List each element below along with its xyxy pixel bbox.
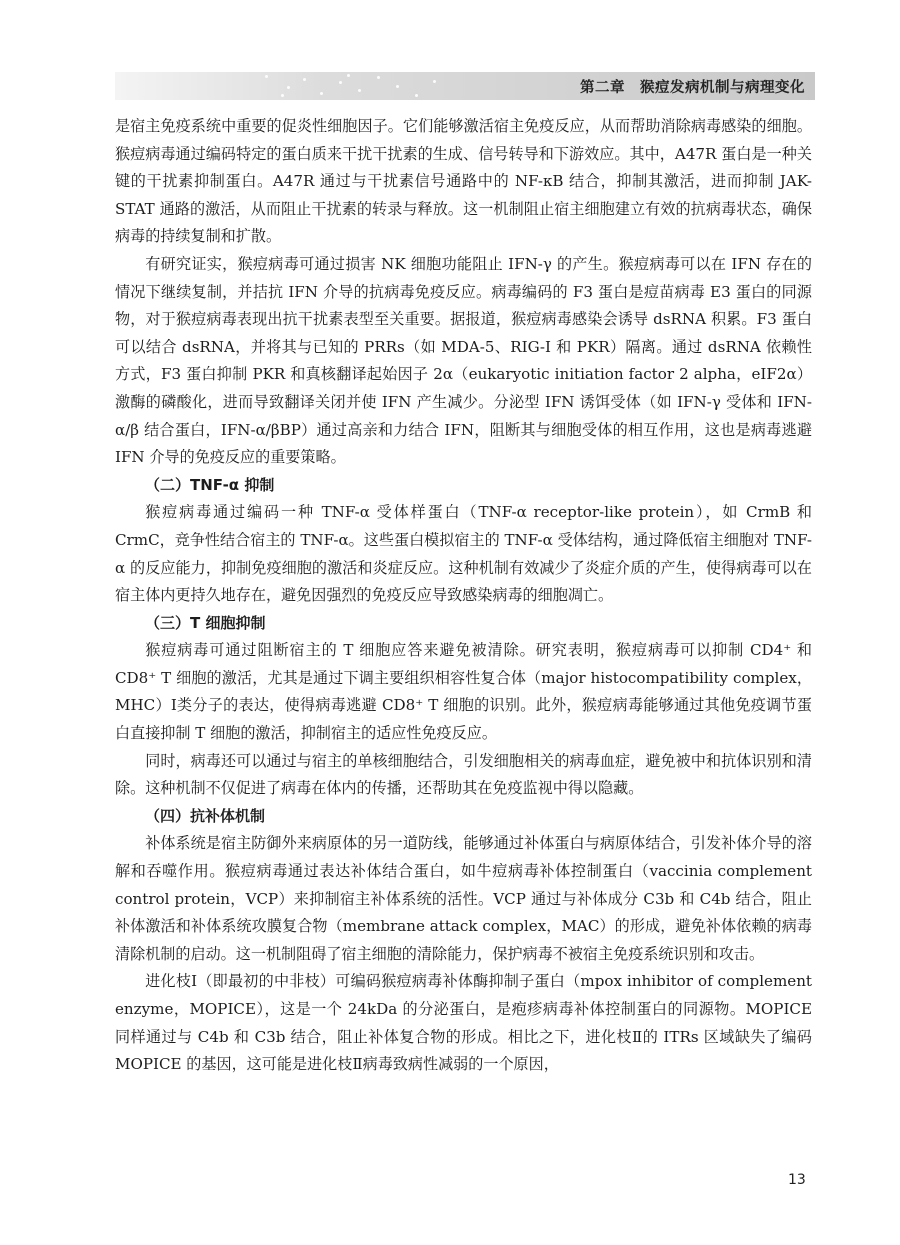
page-body (115, 113, 812, 1079)
section-heading-tnf: （二）TNF-α 抑制 (145, 475, 275, 494)
chapter-title: 第二章 猴痘发病机制与病理变化 (580, 80, 805, 96)
section-heading-t-cell: （三）T 细胞抑制 (145, 613, 266, 632)
section-heading-complement: （四）抗补体机制 (145, 806, 266, 825)
paragraph: 补体系统是宿主防御外来病原体的另一道防线，能够通过补体蛋白与病原体结合，引发补体介导的溶解和吞噬作用。猴痘病毒通过表达补体结合蛋白，如牛痘病毒补体控制蛋白（vaccinia complement control protein，VCP）来抑制宿主补体系统的活性。VCP 通过与补体成分 C3b 和 C4b 结合，阻止补体激活和补体系统攻膜复合物（membrane attack complex，MAC）的形成，避免补体依赖的病毒清除机制的启动。这一机制阻碍了宿主细胞的清除能力，保护病毒不被宿主免疫系统识别和攻击。 (115, 834, 812, 963)
paragraph: 猴痘病毒通过编码一种 TNF-α 受体样蛋白（TNF-α receptor-like protein），如 CrmB 和 CrmC，竞争性结合宿主的 TNF-α。这些蛋白模拟宿主的 TNF-α 受体结构，通过降低宿主细胞对 TNF-α 的反应能力，抑制免疫细胞的激活和炎症反应。这种机制有效减少了炎症介质的产生，使得病毒可以在宿主体内更持久地存在，避免因强烈的免疫反应导致感染病毒的细胞凋亡。 (115, 503, 812, 605)
page-number: 13 (788, 1172, 806, 1188)
running-header-band (115, 72, 815, 100)
paragraph: 猴痘病毒可通过阻断宿主的 T 细胞应答来避免被清除。研究表明，猴痘病毒可以抑制 CD4⁺ 和 CD8⁺ T 细胞的激活，尤其是通过下调主要组织相容性复合体（major histocompatibility complex，MHC）Ⅰ类分子的表达，使得病毒逃避 CD8⁺ T 细胞的识别。此外，猴痘病毒能够通过其他免疫调节蛋白直接抑制 T 细胞的激活，抑制宿主的适应性免疫反应。 (115, 641, 812, 743)
paragraph: 同时，病毒还可以通过与宿主的单核细胞结合，引发细胞相关的病毒血症，避免被中和抗体识别和清除。这种机制不仅促进了病毒在体内的传播，还帮助其在免疫监视中得以隐藏。 (115, 751, 812, 798)
paragraph: 有研究证实，猴痘病毒可通过损害 NK 细胞功能阻止 IFN-γ 的产生。猴痘病毒可以在 IFN 存在的情况下继续复制，并拮抗 IFN 介导的抗病毒免疫反应。病毒编码的 F3 蛋白是痘苗病毒 E3 蛋白的同源物，对于猴痘病毒表现出抗干扰素表型至关重要。据报道，猴痘病毒感染会诱导 dsRNA 积累。F3 蛋白可以结合 dsRNA，并将其与已知的 PRRs（如 MDA-5、RIG-I 和 PKR）隔离。通过 dsRNA 依赖性方式，F3 蛋白抑制 PKR 和真核翻译起始因子 2α（eukaryotic initiation factor 2 alpha，eIF2α）激酶的磷酸化，进而导致翻译关闭并使 IFN 产生减少。分泌型 IFN 诱饵受体（如 IFN-γ 受体和 IFN-α/β 结合蛋白，IFN-α/βBP）通过高亲和力结合 IFN，阻断其与细胞受体的相互作用，这也是病毒逃避 IFN 介导的免疫反应的重要策略。 (115, 254, 812, 467)
paragraph: 是宿主免疫系统中重要的促炎性细胞因子。它们能够激活宿主免疫反应，从而帮助消除病毒感染的细胞。猴痘病毒通过编码特定的蛋白质来干扰干扰素的生成、信号转导和下游效应。其中，A47R 蛋白是一种关键的干扰素抑制蛋白。A47R 通过与干扰素信号通路中的 NF-κB 结合，抑制其激活，进而抑制 JAK-STAT 通路的激活，从而阻止干扰素的转录与释放。这一机制阻止宿主细胞建立有效的抗病毒状态，确保病毒的持续复制和扩散。 (115, 117, 812, 246)
paragraph: 进化枝Ⅰ（即最初的中非枝）可编码猴痘病毒补体酶抑制子蛋白（mpox inhibitor of complement enzyme，MOPICE），这是一个 24kDa 的分泌蛋白，是疱疹病毒补体控制蛋白的同源物。MOPICE 同样通过与 C4b 和 C3b 结合，阻止补体复合物的形成。相比之下，进化枝Ⅱ的 ITRs 区域缺失了编码 MOPICE 的基因，这可能是进化枝Ⅱ病毒致病性减弱的一个原因， (115, 972, 812, 1074)
